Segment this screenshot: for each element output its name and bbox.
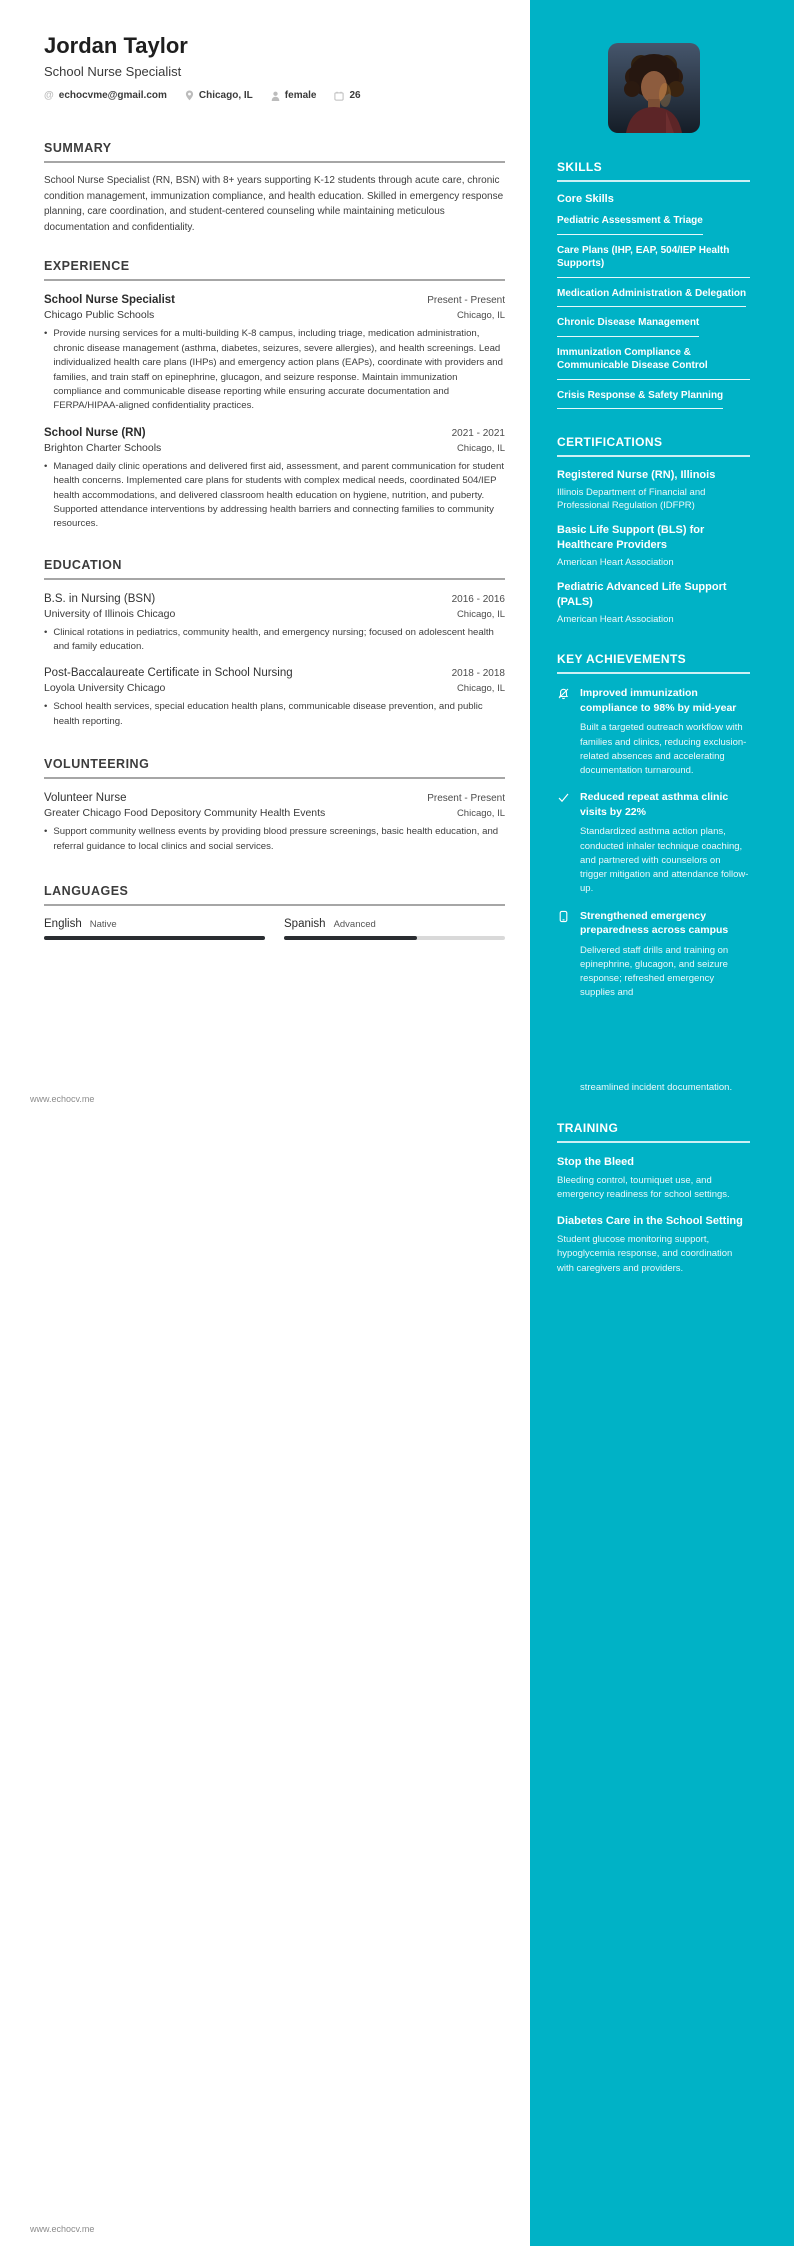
education-bullet <box>44 626 505 655</box>
page1-footer-url[interactable]: www.echocv.me <box>30 1094 95 1104</box>
person-icon <box>271 91 280 101</box>
certification-entry <box>557 468 750 512</box>
experience-section <box>44 259 505 531</box>
job-org: Chicago Public Schools <box>44 309 155 322</box>
volunteering-section <box>44 757 505 854</box>
job-bullet <box>44 460 505 532</box>
job-location: Chicago, IL <box>456 310 505 322</box>
profile-photo <box>608 43 700 133</box>
volunteer-title: Volunteer Nurse <box>44 792 127 805</box>
volunteer-location: Chicago, IL <box>456 808 505 820</box>
education-heading: EDUCATION <box>44 558 505 580</box>
education-entry <box>44 667 505 729</box>
contact-email[interactable] <box>44 90 167 101</box>
summary-heading: SUMMARY <box>44 141 505 163</box>
certification-issuer: Illinois Department of Financial and Professional Regulation (IDFPR) <box>557 486 706 512</box>
resume-header <box>44 33 505 101</box>
language-item <box>44 918 265 940</box>
job-dates: 2021 - 2021 <box>451 427 505 439</box>
skills-heading: SKILLS <box>557 160 750 182</box>
training-heading: TRAINING <box>557 1121 750 1143</box>
summary-text: School Nurse Specialist (RN, BSN) with 8+ years supporting K-12 students through acute care, chronic condition management, immunization compliance, and health education. Skilled in emergency response planning, care coordination, and student-centered counseling while maintaining meticulous documentation and confidentiality. <box>44 175 504 233</box>
skill-item: Care Plans (IHP, EAP, 504/IEP Health Supports) <box>557 244 750 278</box>
achievement-desc: Standardized asthma action plans, conducted inhaler technique coaching, and partnered with counselors on trigger mitigation and attendance follow-up. <box>580 826 749 895</box>
achievement-title: Strengthened emergency preparedness across campus <box>580 909 729 937</box>
skill-item: Pediatric Assessment & Triage <box>557 214 703 235</box>
check-icon <box>557 790 571 896</box>
bell-slash-icon <box>557 686 571 778</box>
certifications-heading: CERTIFICATIONS <box>557 435 750 457</box>
volunteering-bullet <box>44 825 505 854</box>
key-achievements-section <box>557 652 750 1094</box>
avatar <box>608 43 700 133</box>
volunteering-entry <box>44 792 505 854</box>
skills-group-label: Core Skills <box>557 193 614 205</box>
skill-item: Chronic Disease Management <box>557 316 699 337</box>
training-entry <box>557 1214 750 1276</box>
degree-dates: 2016 - 2016 <box>451 593 505 605</box>
calendar-icon <box>334 91 344 101</box>
job-dates: Present - Present <box>427 295 505 307</box>
certification-issuer: American Heart Association <box>557 614 674 626</box>
achievement-title: Reduced repeat asthma clinic visits by 22% <box>580 791 729 818</box>
job-bullet-text: Managed daily clinic operations and delivered first aid, assessment, and parent communication for student health concerns. Implemented care plans for students with complex medical needs, coordinated 504/IEP health accommodations, and delivered classroom health education on hygiene, nutrition, and puberty. Supported attendance interventions by addressing health barriers and connecting families to community resources. <box>53 460 504 530</box>
language-bar <box>284 936 505 940</box>
experience-heading: EXPERIENCE <box>44 259 505 281</box>
page-break-gap <box>557 1001 750 1081</box>
achievement-entry <box>557 686 750 778</box>
job-org: Brighton Charter Schools <box>44 441 162 454</box>
bullet-marker: • <box>44 826 48 838</box>
education-bullet-text: School health services, special education health plans, communicable disease prevention, and public health reporting. <box>53 701 483 727</box>
achievement-entry <box>557 790 750 896</box>
achievement-entry <box>557 909 750 1001</box>
school-location: Chicago, IL <box>456 608 505 620</box>
person-name: Jordan Taylor <box>44 33 188 58</box>
language-name: English <box>44 918 82 931</box>
contact-location-label: Chicago, IL <box>198 90 253 102</box>
location-pin-icon <box>185 90 194 101</box>
volunteer-dates: Present - Present <box>427 793 505 805</box>
training-title: Stop the Bleed <box>557 1155 635 1168</box>
language-level: Advanced <box>333 919 376 931</box>
bullet-marker: • <box>44 701 48 713</box>
language-name: Spanish <box>284 918 326 931</box>
language-bar <box>44 936 265 940</box>
languages-section <box>44 884 505 940</box>
job-title: School Nurse Specialist <box>44 294 176 307</box>
skill-item: Crisis Response & Safety Planning <box>557 389 723 410</box>
at-icon: @ <box>44 90 54 102</box>
skill-item: Medication Administration & Delegation <box>557 287 746 308</box>
contact-row <box>44 90 505 101</box>
experience-entry <box>44 294 505 413</box>
languages-heading: LANGUAGES <box>44 884 505 906</box>
degree-dates: 2018 - 2018 <box>451 668 505 680</box>
language-item <box>284 918 505 940</box>
skill-item: Immunization Compliance & Communicable Disease Control <box>557 346 750 380</box>
education-section <box>44 558 505 730</box>
school-location: Chicago, IL <box>456 683 505 695</box>
training-section <box>557 1121 750 1276</box>
contact-age-label: 26 <box>349 90 361 102</box>
school-name: Loyola University Chicago <box>44 682 166 695</box>
volunteering-bullet-text: Support community wellness events by providing blood pressure screenings, basic health education, and referral guidance to local clinics and social services. <box>53 826 499 852</box>
key-achievements-heading: KEY ACHIEVEMENTS <box>557 652 750 674</box>
phone-icon <box>557 909 571 1001</box>
bullet-marker: • <box>44 460 48 472</box>
education-entry <box>44 593 505 655</box>
contact-gender <box>271 90 317 101</box>
sidebar <box>530 0 794 2246</box>
school-name: University of Illinois Chicago <box>44 607 176 620</box>
job-bullet <box>44 327 505 413</box>
language-bar-fill <box>44 936 265 940</box>
achievement-desc: Built a targeted outreach workflow with families and clinics, reducing exclusion-related absences and accelerating documentation turnaround. <box>580 722 747 777</box>
skills-section <box>557 160 750 409</box>
experience-entry <box>44 427 505 532</box>
achievement-desc: Delivered staff drills and training on epinephrine, glucagon, and seizure response; refreshed emergency supplies and <box>580 944 729 999</box>
education-bullet-text: Clinical rotations in pediatrics, community health, and emergency nursing; focused on adolescent health and family education. <box>53 626 494 653</box>
training-desc: Bleeding control, tourniquet use, and emergency readiness for school settings. <box>557 1174 730 1200</box>
bullet-marker: • <box>44 626 48 638</box>
training-entry <box>557 1155 750 1202</box>
language-level: Native <box>89 919 117 931</box>
main-content <box>44 0 505 940</box>
achievement-desc-continued: streamlined incident documentation. <box>580 1081 733 1093</box>
volunteering-heading: VOLUNTEERING <box>44 757 505 779</box>
certifications-section <box>557 435 750 626</box>
certification-title: Basic Life Support (BLS) for Healthcare Providers <box>557 524 705 552</box>
certification-title: Pediatric Advanced Life Support (PALS) <box>557 581 727 609</box>
certification-entry <box>557 523 750 569</box>
job-location: Chicago, IL <box>456 442 505 454</box>
certification-entry <box>557 580 750 626</box>
bullet-marker: • <box>44 328 48 340</box>
contact-email-label: echocvme@gmail.com <box>58 90 167 102</box>
degree-title: Post-Baccalaureate Certificate in School Nursing <box>44 667 293 680</box>
training-desc: Student glucose monitoring support, hypoglycemia response, and coordination with caregivers and providers. <box>557 1234 733 1274</box>
certification-title: Registered Nurse (RN), Illinois <box>557 469 716 481</box>
contact-age <box>334 90 360 101</box>
volunteer-org: Greater Chicago Food Depository Community Health Events <box>44 807 326 820</box>
page2-footer-url[interactable]: www.echocv.me <box>30 2224 95 2234</box>
training-title: Diabetes Care in the School Setting <box>557 1215 743 1228</box>
education-bullet <box>44 700 505 729</box>
degree-title: B.S. in Nursing (BSN) <box>44 592 156 605</box>
language-bar-fill <box>284 936 417 940</box>
contact-gender-label: female <box>284 90 317 102</box>
person-headline: School Nurse Specialist <box>44 64 182 80</box>
certification-issuer: American Heart Association <box>557 557 674 569</box>
achievement-title: Improved immunization compliance to 98% by mid-year <box>580 687 737 714</box>
summary-section <box>44 141 505 235</box>
job-bullet-text: Provide nursing services for a multi-building K-8 campus, including triage, medication administration, chronic disease management (asthma, diabetes, seizures, severe allergies), and health screenings. Lead individualized health care plans (IHPs) and emergency action plans (EAPs), coordinate with providers and families, and train staff on epinephrine, glucagon, and seizure response. Maintain immunization compliance and communicable disease reporting while ensuring accurate documentation and FERPA/HIPAA-aligned confidentiality practices. <box>53 328 503 412</box>
job-title: School Nurse (RN) <box>44 426 146 439</box>
contact-location <box>185 90 253 101</box>
